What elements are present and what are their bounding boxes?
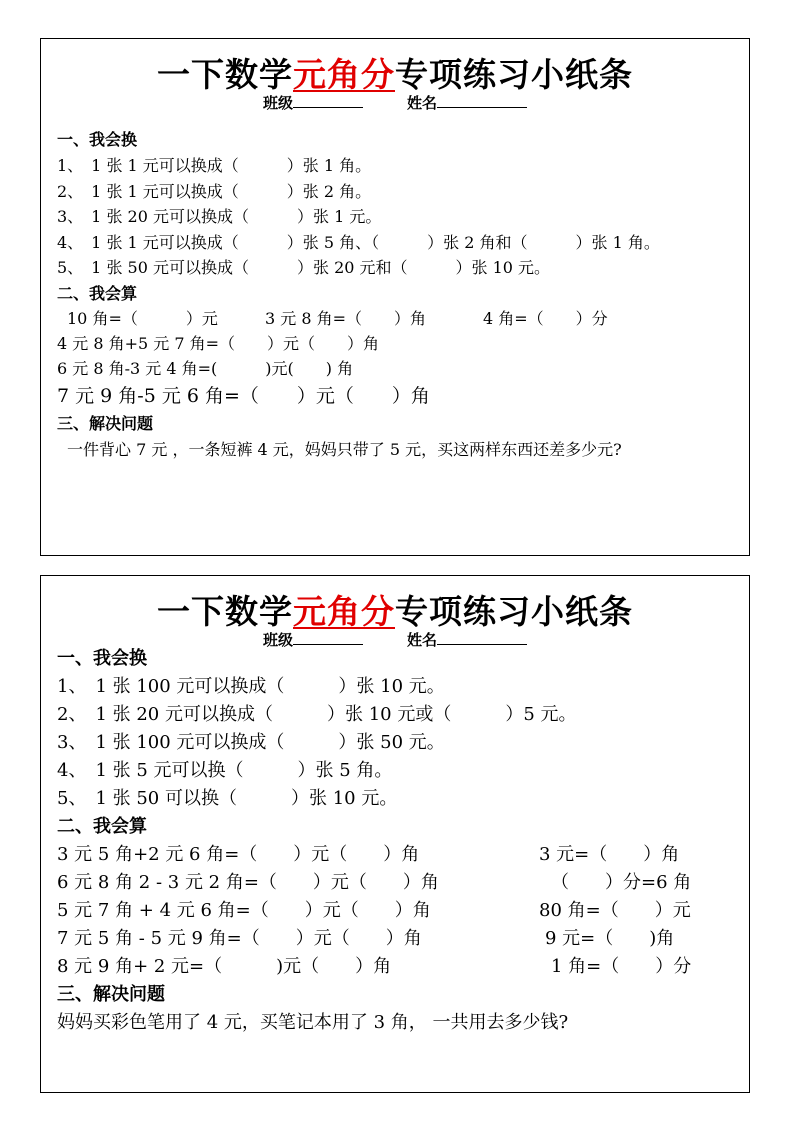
calc-item: 3 元=（ ）角 xyxy=(539,844,680,865)
class-blank[interactable] xyxy=(293,630,363,645)
exchange-item: 2、 1 张 1 元可以换成（ ）张 2 角。 xyxy=(57,182,372,201)
student-info xyxy=(41,629,749,650)
title-suffix: 专项练习小纸条 xyxy=(395,592,633,631)
calc-item: 80 角=（ ）元 xyxy=(539,900,691,921)
title-suffix: 专项练习小纸条 xyxy=(395,55,633,94)
section-title-exchange: 一、我会换 xyxy=(57,130,138,149)
calc-item: 1 角=（ ）分 xyxy=(551,956,692,977)
calc-item: 4 角=（ ）分 xyxy=(483,309,608,328)
word-problem: 妈妈买彩色笔用了 4 元，买笔记本用了 3 角， 一共用去多少钱? xyxy=(57,1012,569,1033)
exchange-item: 1、 1 张 1 元可以换成（ ）张 1 角。 xyxy=(57,156,372,175)
calc-item: 8 元 9 角+ 2 元=（ )元（ ）角 xyxy=(57,956,392,977)
exchange-item: 4、 1 张 1 元可以换成（ ）张 5 角、（ ）张 2 角和（ ）张 1 角。 xyxy=(57,233,660,252)
exchange-item: 1、 1 张 100 元可以换成（ ）张 10 元。 xyxy=(57,676,445,697)
calc-item: 9 元=（ )角 xyxy=(545,928,675,949)
worksheet-title xyxy=(41,586,749,633)
calc-item: 4 元 8 角+5 元 7 角=（ ）元（ ）角 xyxy=(57,334,380,353)
calc-item: 3 元 5 角+2 元 6 角=（ ）元（ ）角 xyxy=(57,844,420,865)
word-problem: 一件背心 7 元 ，一条短裤 4 元，妈妈只带了 5 元，买这两样东西还差多少元? xyxy=(67,440,622,459)
class-label: 班级 xyxy=(262,631,293,649)
name-blank[interactable] xyxy=(437,630,527,645)
worksheet-card-1 xyxy=(40,38,750,556)
calc-item: 6 元 8 角 2 - 3 元 2 角=（ ）元（ ）角 xyxy=(57,872,439,893)
name-label: 姓名 xyxy=(407,94,438,112)
section-title-problem: 三、解决问题 xyxy=(57,414,154,433)
exchange-item: 4、 1 张 5 元可以换（ ）张 5 角。 xyxy=(57,760,393,781)
student-info xyxy=(41,92,749,113)
worksheet-card-2 xyxy=(40,575,750,1093)
title-highlight: 元角分 xyxy=(293,55,395,94)
calc-item: 7 元 9 角-5 元 6 角=（ ）元（ ）角 xyxy=(57,385,430,407)
calc-item: 10 角=（ ）元 xyxy=(67,309,218,328)
title-prefix: 一下数学 xyxy=(157,55,293,94)
exchange-item: 3、 1 张 20 元可以换成（ ）张 1 元。 xyxy=(57,207,382,226)
calc-item: 6 元 8 角-3 元 4 角=( )元( ) 角 xyxy=(57,359,354,378)
section-title-calculate: 二、我会算 xyxy=(57,284,138,303)
name-blank[interactable] xyxy=(437,93,527,108)
section-title-calculate: 二、我会算 xyxy=(57,816,147,837)
title-highlight: 元角分 xyxy=(293,592,395,631)
worksheet-title xyxy=(41,49,749,96)
class-label: 班级 xyxy=(262,94,293,112)
exchange-item: 5、 1 张 50 可以换（ ）张 10 元。 xyxy=(57,788,398,809)
exchange-item: 2、 1 张 20 元可以换成（ ）张 10 元或（ ）5 元。 xyxy=(57,704,577,725)
title-prefix: 一下数学 xyxy=(157,592,293,631)
exchange-item: 5、 1 张 50 元可以换成（ ）张 20 元和（ ）张 10 元。 xyxy=(57,258,551,277)
calc-item: 5 元 7 角 + 4 元 6 角=（ ）元（ ）角 xyxy=(57,900,431,921)
exchange-item: 3、 1 张 100 元可以换成（ ）张 50 元。 xyxy=(57,732,445,753)
calc-item: 3 元 8 角=（ ）角 xyxy=(265,309,427,328)
class-blank[interactable] xyxy=(293,93,363,108)
section-title-exchange: 一、我会换 xyxy=(57,648,147,669)
calc-item: 7 元 5 角 - 5 元 9 角=（ ）元（ ）角 xyxy=(57,928,422,949)
calc-item: （ ）分=6 角 xyxy=(551,872,692,893)
name-label: 姓名 xyxy=(407,631,438,649)
section-title-problem: 三、解决问题 xyxy=(57,984,165,1005)
